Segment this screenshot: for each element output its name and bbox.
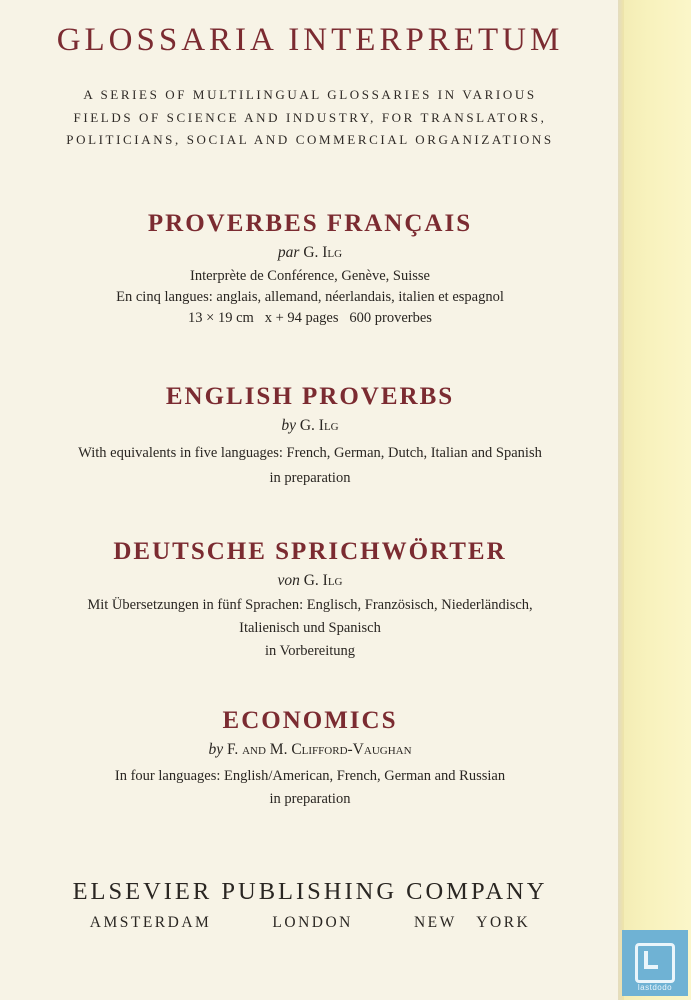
- book-author: G. Ilg: [303, 572, 343, 589]
- book-detail-line: 13 × 19 cm x + 94 pages 600 proverbes: [188, 310, 432, 326]
- book-entry-deutsche-sprichwoerter: [0, 538, 620, 663]
- publisher-name: ELSEVIER PUBLISHING COMPANY: [72, 878, 548, 905]
- book-byline: [0, 741, 620, 759]
- book-detail-line: in Vorbereitung: [264, 643, 356, 659]
- book-details: [0, 594, 620, 663]
- by-word: by: [281, 417, 296, 434]
- book-title: ECONOMICS: [222, 707, 398, 734]
- publisher-cities: AMSTERDAM LONDON NEW YORK: [89, 914, 531, 931]
- book-detail-line: in preparation: [269, 470, 351, 486]
- book-detail-line: En cinq langues: anglais, allemand, néerlandais, italien et espagnol: [116, 289, 504, 305]
- book-detail-line: Italienisch und Spanisch: [239, 620, 381, 636]
- book-entry-economics: [0, 707, 620, 811]
- book-title: ENGLISH PROVERBS: [165, 383, 455, 410]
- by-word: von: [277, 572, 300, 589]
- lastdodo-watermark-logo: [622, 930, 688, 996]
- watermark-text: lastdodo: [637, 983, 673, 992]
- book-byline: [0, 572, 620, 590]
- book-detail-line: Mit Übersetzungen in fünf Sprachen: Englisch, Französisch, Niederländisch,: [87, 597, 533, 613]
- book-byline: [0, 244, 620, 262]
- watermark-icon: [635, 943, 675, 983]
- series-subtitle: [0, 84, 620, 152]
- book-details: [0, 266, 620, 329]
- book-title: DEUTSCHE SPRICHWÖRTER: [113, 538, 507, 565]
- series-subtitle-line: POLITICIANS, SOCIAL AND COMMERCIAL ORGANIZATIONS: [66, 132, 554, 147]
- book-entry-english-proverbs: [0, 383, 620, 491]
- series-subtitle-line: A SERIES OF MULTILINGUAL GLOSSARIES IN VARIOUS: [83, 87, 537, 102]
- book-details: [0, 765, 620, 811]
- dust-jacket-spine-edge: [620, 0, 691, 1000]
- by-word: par: [277, 244, 300, 261]
- book-byline: [0, 417, 620, 435]
- book-author: F. and M. Clifford-Vaughan: [226, 741, 412, 758]
- by-word: by: [208, 741, 224, 758]
- book-detail-line: In four languages: English/American, French, German and Russian: [114, 768, 506, 784]
- book-details: [0, 441, 620, 491]
- book-author: G. Ilg: [299, 417, 339, 434]
- book-entry-proverbes-francais: [0, 210, 620, 329]
- book-title: PROVERBES FRANÇAIS: [147, 210, 473, 237]
- book-detail-line: With equivalents in five languages: French, German, Dutch, Italian and Spanish: [78, 445, 542, 461]
- series-subtitle-line: FIELDS OF SCIENCE AND INDUSTRY, FOR TRANSLATORS,: [73, 109, 547, 125]
- book-author: G. Ilg: [303, 244, 343, 261]
- book-detail-line: in preparation: [269, 791, 351, 807]
- book-detail-line: Interprète de Conférence, Genève, Suisse: [190, 268, 430, 284]
- series-title: GLOSSARIA INTERPRETUM: [56, 22, 564, 58]
